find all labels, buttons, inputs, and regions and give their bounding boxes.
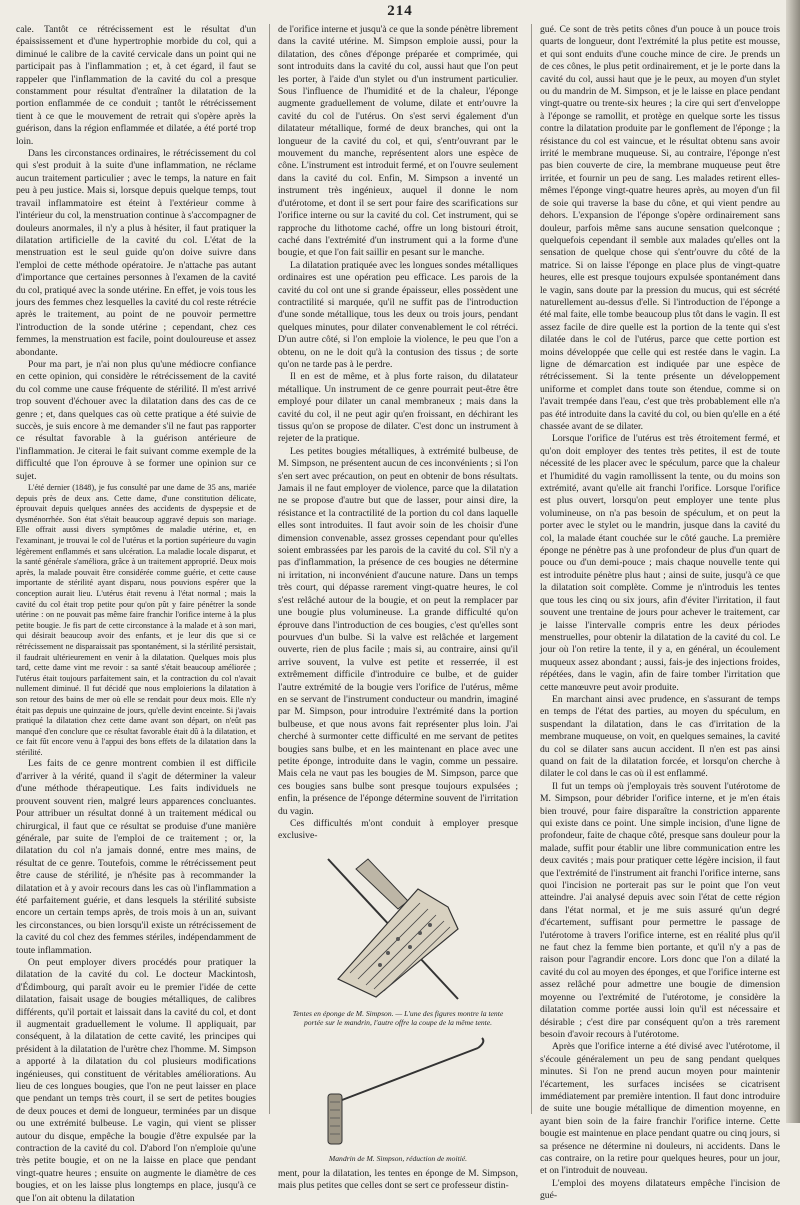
- mandrin-engraving: [298, 1034, 498, 1154]
- column-rule-left: [269, 24, 270, 1114]
- paragraph: Lorsque l'orifice de l'utérus est très étroitement fermé, et qu'on doit employer des tentes très petites, il est de toute nécessité de les placer avec le spéculum, parce que la chaleur et l'humidité du vagin ramollissent la tente, ou du moins son extrémité, avant qu'elle ait franchi l'orifice. Lorsque l'orifice est plus ouvert, lorsqu'on peut employer une tente plus volumineuse, on n'a pas besoin de spéculum, et on peut la porter avec le stylet ou le mandrin, jusque dans la cavité du col, la malade étant couchée sur le côté gauche. La première éponge ne pénètre pas à une profondeur de plus d'un quart de pouce ou d'un demi-pouce ; mais chaque nouvelle tente qui est introduite pénètre plus haut ; ainsi de suite, jusqu'à ce que la dilatation soit complète. Comme je n'introduis les tentes que tous les cinq ou six jours, afin d'éviter l'irritation, il faut souvent une trentaine de jours pour achever le traitement, car je laisse l'intervalle compris entre les deux périodes menstruelles, pour obtenir la dilatation de la cavité du col. Le jour où l'on retire la tente, il y a, en général, un écoulement muqueux assez abondant ; aussi, fais-je des injections froides, répétées, dans le vagin, afin de faire tomber l'irritation que cette manœuvre peut avoir produite.: [540, 433, 780, 693]
- text-column-right: [540, 24, 780, 1202]
- text-column-left: [16, 24, 256, 1204]
- paragraph: La dilatation pratiquée avec les longues sondes métalliques ordinaires est une opération peu efficace. Les parois de la cavité du col ont une si grande épaisseur, elles possèdent une contractilité si marquée, qu'il ne suffit pas de l'introduction d'une sonde métallique, tous les deux ou trois jours, pendant quelques minutes, pour dilater convenablement le col rétréci. D'un autre côté, si l'on emploie la violence, le peu que l'on a obtenu, on ne le doit qu'à la contusion des tissus ; de sorte qu'on ne tarde pas à le perdre.: [278, 259, 518, 370]
- paragraph: de l'orifice interne et jusqu'à ce que la sonde pénètre librement dans la cavité utérine. M. Simpson emploie aussi, pour la dilatation, des cônes d'éponge préparée et comprimée, qui sont introduits dans la cavité du col, aussi haut que l'on peut les porter, à l'aide d'un stylet ou d'un instrument particulier. Sous l'influence de l'humidité et de la chaleur, l'éponge augmente graduellement de volume, dilate et entr'ouvre la cavité du col de l'utérus. On s'est servi également d'un dilatateur métallique, formé de deux branches, qui ont la longueur de la cavité du col, et qui, s'entr'ouvrant par le mouvement du manche, représentent alors une espèce de cône. L'instrument est introduit fermé, et on l'ouvre seulement dans la cavité du col. Enfin, M. Simpson a inventé un instrument très ingénieux, auquel il donne le nom d'utérotome, et dont il se sert pour faire des scarifications sur l'orifice interne ou sur la cavité du col. Cet instrument, qui se rapproche du lithotome caché, offre un long bistouri étroit, caché dans l'extrémité d'un instrument qui a la forme d'une bougie, et que l'on fait saillir en pesant sur le manche.: [278, 24, 518, 259]
- paragraph: Pour ma part, je n'ai non plus qu'une médiocre confiance en cette opinion, qui considère le rétrécissement de la cavité du col comme une cause fréquente de stérilité. Il m'est arrivé trop souvent d'échouer avec la dilatation dans des cas de ce genre ; et, dans quelques cas où cette pratique a été suivie de succès, je suis encore à me demander s'il ne faut pas rapporter ce résultat favorable à la guérison antérieure de l'inflammation. Je citerai le fait suivant comme exemple de la difficulté que l'on éprouve à se former une opinion sur ce sujet.: [16, 358, 256, 482]
- column-rule-right: [531, 24, 532, 1114]
- figure-sponge-tents: [278, 849, 518, 1028]
- sponge-tents-engraving: [298, 849, 498, 1009]
- paragraph: Après que l'orifice interne a été divisé avec l'utérotome, il s'écoule généralement un peu de sang pendant quelques minutes. Si l'on ne prend aucun moyen pour maintenir l'écartement, les surfaces incisées se cicatrisent immédiatement par première intention. Il faut donc introduire de suite une bougie métallique de dimention moyenne, en ayant bien soin de la faire franchir l'orifice interne. Cette bougie est maintenue en place pendant quatre ou cinq jours, si sa présence ne détermine ni douleurs, ni accidents. Dans le cas contraire, on la retire pour quelques heures, pour un jour, et on l'introduit de nouveau.: [540, 1041, 780, 1177]
- paragraph: cale. Tantôt ce rétrécissement est le résultat d'un épaississement et d'une hypertrophie morbide du col, qui a diminué le calibre de la cavité cervicale dans un point qui ne participait pas à l'inflammation ; et, à cet égard, il faut se rappeler que l'inflammation de la cavité du col a presque constamment pour résultat d'entraîner la dilatation de la portion enflammée de ce conduit ; tantôt le rétrécissement tient à ce que le mouvement de retrait qui s'opère après la guérison, dans la région enflammée et dilatée, a été porté trop loin.: [16, 24, 256, 147]
- paragraph: Dans les circonstances ordinaires, le rétrécissement du col qui s'est produit à la suite d'une inflammation, ne réclame aucun traitement particulier ; avec le temps, la nature en fait peu à peu justice. Mais si, lorsque depuis quelque temps, tout travail inflammatoire est éteint à l'extérieur comme à l'intérieur du col, la menstruation continue à s'accompagner de douleurs anormales, il n'y a plus à hésiter, il faut pratiquer la dilatation artificielle de la cavité du col. L'état de la menstruation est le seul guide qu'on doive suivre dans l'emploi de cette méthode opératoire. Je n'attache pas autant d'importance que certaines personnes à l'examen de la cavité du col, pratiqué avec la sonde utérine. En effet, je vois tous les jours des femmes chez lesquelles la cavité du col reste rétrécie après le traitement, au point de ne pouvoir permettre l'introduction de la sonde utérine ; cependant, chez ces femmes, la menstruation est facile, point douloureuse et assez abondante.: [16, 148, 256, 358]
- paragraph: Les faits de ce genre montrent combien il est difficile d'arriver à la vérité, quand il s'agit de déterminer la valeur d'une méthode thérapeutique. Les faits individuels ne prouvent souvent rien, malgré leurs apparences concluantes. Pour attribuer un résultat donné à un traitement médical ou chirurgical, il faut que ce résultat se produise d'une manière générale, par suite de l'emploi de ce traitement ; or, la dilatation du col n'a jamais donné, entre mes mains, de résultat de ce genre. Toutefois, comme le rétrécissement peut être cause de stérilité, je n'hésite pas à recommander la dilatation et à y avoir recours dans les cas où l'inflammation a été parfaitement guérie, et dans lesquels la stérilité subsiste encore un certain temps après, de trois mois à un an, suivant les circonstances, ou bien lorsqu'il existe un rétrécissement de la cavité du col chez des femmes stériles, indépendamment de toute inflammation.: [16, 758, 256, 956]
- paragraph: On peut employer divers procédés pour pratiquer la dilatation de la cavité du col. Le docteur Mackintosh, d'Édimbourg, qui paraît avoir eu le premier l'idée de cette dilatation, faisait usage de bougies métalliques, de calibres différents, qu'il portait et laissait dans la cavité du col, et dont il augmentait graduellement le volume. Il appliquait, par conséquent, à la dilatation de cette cavité, les principes qui président à la dilatation de l'urètre chez l'homme. M. Simpson a apporté à la dilatation du col plusieurs modifications ingénieuses, qui constituent de véritables améliorations. Au lieu de ces longues bougies, que l'on ne peut laisser en place que pendant un temps très court, il se sert de petites bougies de deux pouces et demi de longueur, terminées par un disque ou une extrémité bulbeuse. Le vagin, qui vient se plisser autour du disque, empêche la bougie d'être expulsée par la contraction de la cavité du col. D'abord l'on n'emploie qu'une très petite bougie, et on ne la laisse en place que pendant vingt-quatre heures ; ensuite on augmente le diamètre de ces bougies, et on les laisse plus longtemps en place, jusqu'à ce que l'on ait obtenu la dilatation: [16, 956, 256, 1204]
- paragraph: En marchant ainsi avec prudence, en s'assurant de temps en temps de l'état des parties, au moyen du spéculum, en suspendant la dilatation, dans le cas d'irritation de la membrane muqueuse, on voit, en quelques semaines, la cavité du col se dilater sans aucun accident. Il n'en est pas ainsi quand on fait de la dilatation forcée, et lorsqu'on cherche à dilater le col dans le cas où il est enflammé.: [540, 693, 780, 780]
- paragraph: Il en est de même, et à plus forte raison, du dilatateur métallique. Un instrument de ce genre pourrait peut-être être employé pour dilater un canal membraneux ; mais dans la cavité du col, il ne peut agir qu'en froissant, en déchirant les tissus qu'on se propose de dilater. C'est donc un instrument à rejeter de la pratique.: [278, 371, 518, 445]
- figure-mandrin: [278, 1034, 518, 1164]
- paragraph: Les petites bougies métalliques, à extrémité bulbeuse, de M. Simpson, ne présentent aucun de ces inconvénients ; si l'on s'en sert avec précaution, on peut en obtenir de bons résultats. Jamais il ne faut employer de violence, parce que la dilatation ne se propose d'autre but que de lasser, pour ainsi dire, la résistance et la contractilité de la portion du col dans laquelle elles sont introduites. Il faut avoir soin de les choisir d'une dimension convenable, assez grosses cependant pour qu'elles soient embrassées par les parois de la cavité du col. S'il n'y a pas d'inflammation, la présence de ces bougies ne détermine ni irritation, ni inconvénient d'aucune nature. Dans un temps très court, qui dépasse rarement vingt-quatre heures, le col s'est relâché autour de la bougie, et on peut la remplacer par une bougie plus volumineuse. La grande difficulté qu'on éprouve dans l'introduction de ces bougies, c'est qu'elles sont pourvues d'un bulbe. Si la valve est relâchée et largement ouverte, rien de plus facile ; mais si, au contraire, ainsi qu'il arrive souvent, la vulve est petite et resserrée, il est extrêmement difficile d'introduire ce bulbe, et de guider l'autre extrémité de la bougie vers l'orifice de l'utérus, même en se servant de l'instrument conducteur ou mandrin, imaginé par M. Simpson, pour introduire l'extrémité dans la portion bulbeuse, et que nous avons fait représenter plus loin. J'ai cherché à surmonter cette difficulté en me servant de petites bougies sans bulbe, et en les maintenant en place avec une petite éponge, introduite dans le vagin, comme un pessaire. Mais cela ne vaut pas les bougies de M. Simpson, parce que ces bougies sans bulbe sont presque toujours expulsées ; enfin, la présence de l'éponge détermine souvent de l'irritation du vagin.: [278, 445, 518, 817]
- text-column-middle: [278, 24, 518, 1191]
- binding-shadow: [786, 0, 800, 1123]
- paragraph: gué. Ce sont de très petits cônes d'un pouce à un pouce trois quarts de longueur, dont l'extrémité la plus petite est mousse, et qui sont enduits d'une couche mince de cire. Je prends un de ces cônes, le plus petit ordinairement, et je le porte dans la cavité du col, aussi haut que je le peux, au moyen d'un stylet ou du mandrin de M. Simpson, et je le laisse en place pendant vingt-quatre ou trente-six heures ; la cire qui sert d'enveloppe à l'éponge se ramollit, et protège en quelque sorte les tissus contre la dilatation produite par le gonflement de l'éponge ; la résistance du col est vaincue, et le résultat obtenu sans avoir irrité le membrane muqueuse. Si, au contraire, l'éponge n'est pas bien couverte de cire, la membrane muqueuse peut être irritée, et fournir un peu de sang. Les malades retirent elles-mêmes l'éponge vingt-quatre heures après, au moyen d'un fil de soie qui traverse la base du cône, et qui vient pendre au dehors. L'expansion de l'éponge s'opère ordinairement sans douleur, parfois même sans aucune sensation quelconque ; quelquefois cependant il semble aux malades qu'elles ont la sensation de quelque chose qui s'entr'ouvre du côté de la matrice. Si on laisse l'éponge en place plus de vingt-quatre heures, elle est presque toujours expulsée spontanément dans le vagin, sans doute par la pression du mucus, qui est sécrété naturellement au-dessus d'elle. Si l'introduction de l'éponge a été mal faite, elle tombe beaucoup plus tôt dans le vagin. Il est assez facile de dire quelle est la portion de la tente qui s'est dilatée dans le col de l'utérus, parce que cette portion est moins développée que celle qui est restée dans le vagin. La ligne de démarcation est indiquée par une espèce de rétrécissement. Si la tente présente un développement uniforme et complet dans toute son étendue, comme si on l'avait trempée dans l'eau, c'est que très probablement elle n'a pas été introduite dans la cavité du col, ou bien qu'elle en a été chassée avant de se dilater.: [540, 24, 780, 432]
- figure-caption: Mandrin de M. Simpson, réduction de moitié.: [328, 1154, 468, 1163]
- paragraph: L'emploi des moyens dilatateurs empêche l'incision de gué-: [540, 1177, 780, 1202]
- paragraph: Ces difficultés m'ont conduit à employer presque exclusive-: [278, 818, 518, 842]
- page-number: 214: [387, 3, 413, 19]
- paragraph: ment, pour la dilatation, les tentes en éponge de M. Simpson, mais plus petites que celles dont se sert ce professeur distin-: [278, 1167, 518, 1191]
- figure-caption: Tentes en éponge de M. Simpson. — L'une des figures montre la tente portée sur le mandrin, l'autre offre la coupe de la même tente.: [292, 1008, 504, 1028]
- case-report-paragraph: L'été dernier (1848), je fus consulté par une dame de 35 ans, mariée depuis près de deux ans. Cette dame, d'une constitution délicate, éprouvait depuis quelques années des accidents de dyspepsie et de dysménorrhée. Son état s'était beaucoup aggravé depuis son mariage. Elle offrait aussi divers symptômes de maladie utérine, et, en l'examinant, je trouvai le col de l'utérus et la portion supérieure du vagin légèrement enflammés et sans ulcération. La maladie locale disparut, et la santé générale s'améliora, grâce à un traitement approprié. Deux mois après, la malade pouvait être considérée comme guérie, et cette cause importante de stérilité ayant disparu, nous pouvions espérer que la conception aurait lieu. L'utérus était revenu à l'état normal ; mais la cavité du col était trop petite pour qu'on pût y faire pénétrer la sonde utérine : on ne pouvait pas même faire franchir l'orifice interne à la plus petite bougie. Je fis part de cette circonstance à la malade et à son mari, qui désirait beaucoup avoir des enfants, et je leur dis que si ce rétrécissement ne disparaissait pas spontanément, si la stérilité persistait, il faudrait ultérieurement en venir à la dilatation. Quelques mois plus tard, cette dame vint me revoir : sa santé s'était beaucoup améliorée ; l'utérus était toujours parfaitement sain, et la contraction du col n'avait nullement diminué. Il fut décidé que nous emploierions la dilatation à son retour des bains de mer où elle se rendait pour deux mois. Elle n'y était pas depuis une quinzaine de jours, qu'elle devint enceinte. Si j'avais pratiqué la dilatation chez cette dame avant son départ, on n'eût pas manqué d'en conclure que ce résultat favorable était dû à la dilatation, et ce fait fût encore venu à l'appui des bons effets de la dilatation dans la stérilité.: [16, 483, 256, 757]
- paragraph: Il fut un temps où j'employais très souvent l'utérotome de M. Simpson, pour débrider l'orifice interne, et je m'en étais bien trouvé, pour faire disparaître la constriction apparente qui existe dans ce point. Une simple incision, d'une ligne de profondeur, faite de chaque côté, presque sans douleur pour la malade, suffit pour établir une libre communication entre les deux cavités ; mais pour pratiquer cette légère incision, il faut que l'extrémité de l'instrument ait franchi l'orifice interne, sans quoi l'incision ne porterait pas sur le point que l'on veut atteindre. J'ai analysé depuis avec soin l'état de cette région dans l'état normal, et je me suis assuré qu'un degré d'écartement, suffisant pour permettre le passage de l'utérotome à travers l'orifice interne, est en réalité plus qu'il ne faut chez la femme bien portante, et qu'il n'y a pas de raison pour l'agrandir encore. Lors donc que l'on a dilaté la cavité du col au moyen des éponges, et que l'orifice interne est assez relâché pour admettre une bougie de dimension moyenne ou l'extrémité de l'utérotome, je considère la dilatation comme portée aussi loin qu'il est nécessaire et désirable ; c'est dire par conséquent qu'on a très rarement besoin d'avoir recours à l'utérotome.: [540, 780, 780, 1040]
